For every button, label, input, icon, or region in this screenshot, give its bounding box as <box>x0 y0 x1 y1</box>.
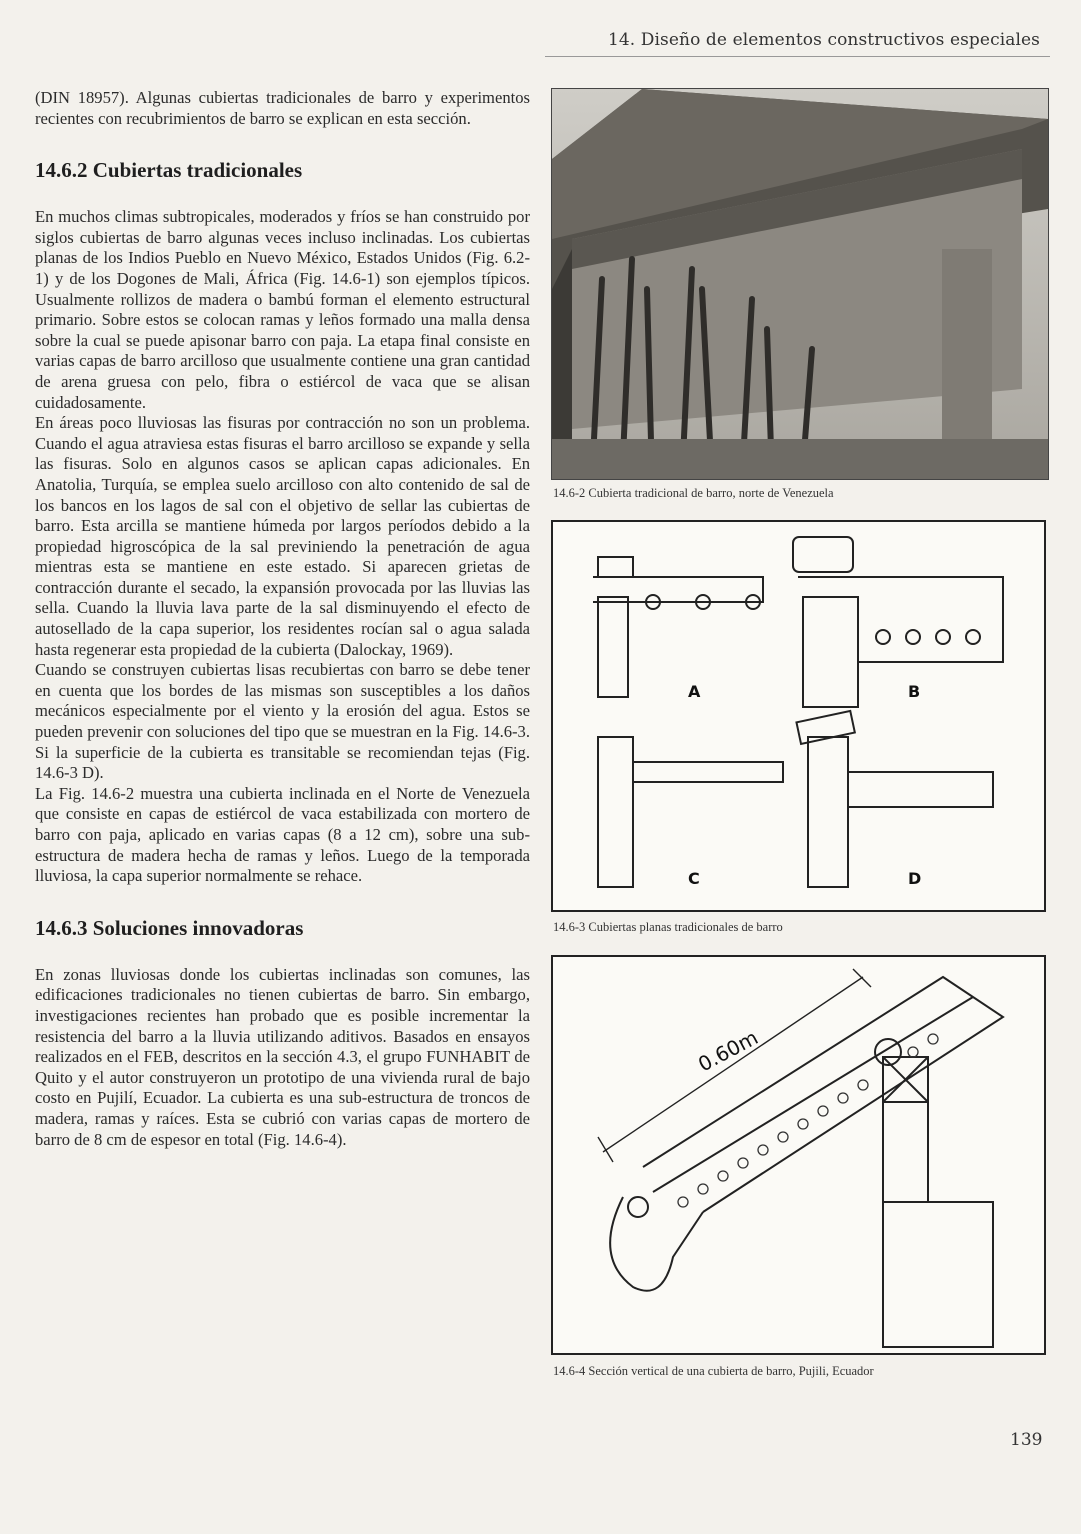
figure-caption: 14.6-3 Cubiertas planas tradicionales de barro <box>553 920 783 934</box>
dimension-label: 0.60m <box>694 1025 762 1077</box>
paragraph: La Fig. 14.6-2 muestra una cubierta inclinada en el Norte de Venezuela que consiste en capas de estiércol de vaca estabilizada con mortero de barro con paja, aplicado en varias capas (8 a 12 cm), sobre una sub-estructura de madera hecha de ramas y leños. Luego de la temporada lluviosa, la capa superior normalmente se rehace. <box>35 783 530 886</box>
diagram-section <box>551 955 1046 1355</box>
paragraph: En muchos climas subtropicales, moderados y fríos se han construido por siglos cubiertas de barro algunas veces incluso inclinadas. Los cubiertas planas de los Indios Pueblo en Nuevo México, Estados Unidos (Fig. 6.2-1) y de los Dogones de Mali, África (Fig. 14.6-1) son ejemplos típicos. Usualmente rollizos de madera o bambú forman el elemento estructural primario. Sobre estos se colocan ramas y leños formado una malla densa sobre la cual se puede apisonar barro con paja. La etapa final consiste en varias capas de barro arcilloso que usualmente contiene una gran cantidad de arena gruesa con pelo, fibra o estiércol de vaca que se alisan cuidadosamente. <box>35 207 530 412</box>
header-rule <box>545 56 1050 57</box>
label-d: D <box>908 869 922 888</box>
label-a: A <box>688 682 701 701</box>
label-c: C <box>688 869 700 888</box>
diagram-flat-roofs <box>551 520 1046 912</box>
section-title-innovative: 14.6.3 Soluciones innovadoras <box>35 915 304 940</box>
paragraph: En áreas poco lluviosas las fisuras por contracción no son un problema. Cuando el agua atraviesa estas fisuras el barro arcilloso se expande y sella las fisuras. Solo en algunos casos se aplican capas adicionales. En Anatolia, Turquía, se emplea suelo arcilloso con alto contenido de sal de los bancos en los lagos de sal con el objetivo de sellar las cubiertas de barro. Esta arcilla se mantiene húmeda por largos períodos debido a la propiedad higroscópica de la sal previniendo la penetración de agua mientras esta se mantiene en este estado. Si aparecen grietas de contracción durante el secado, la expansión provocada por las lluvias las sella. Cuando la lluvia lava parte de la sal disminuyendo el efecto de autosellado de la capa superior, los residentes rocían sal o agua salada hasta regenerar esta propiedad de la cubierta (Dalockay, 1969). <box>35 413 530 659</box>
intro-paragraph: (DIN 18957). Algunas cubiertas tradicionales de barro y experimentos recientes con recubrimientos de barro se explican en esta sección. <box>35 88 530 128</box>
figure-caption: 14.6-2 Cubierta tradicional de barro, norte de Venezuela <box>553 486 834 500</box>
paragraph: Cuando se construyen cubiertas lisas recubiertas con barro se debe tener en cuenta que los bordes de las mismas son susceptibles a los daños mecánicos especialmente por el viento y la erosión del agua. Estos se pueden prevenir con soluciones del tipo que se muestran en la Fig. 14.6-3. Si la superficie de la cubierta es transitable se recomiendan tejas (Fig. 14.6-3 D). <box>35 660 530 783</box>
left-column <box>35 88 530 1150</box>
photo-traditional-roof <box>551 88 1049 480</box>
figure-caption: 14.6-4 Sección vertical de una cubierta de barro, Pujili, Ecuador <box>553 1364 874 1378</box>
running-title: 14. Diseño de elementos constructivos especiales <box>607 30 1040 50</box>
page-number: 139 <box>1010 1430 1043 1450</box>
label-b: B <box>908 682 921 701</box>
section-title-traditional: 14.6.2 Cubiertas tradicionales <box>35 158 303 183</box>
paragraph: En zonas lluviosas donde los cubiertas inclinadas son comunes, las edificaciones tradicionales no tienen cubiertas de barro. Sin embargo, investigaciones recientes han probado que es posible incrementar la resistencia del barro a la lluvia utilizando aditivos. Basados en ensayos realizados en el FEB, descritos en la sección 4.3, el grupo FUNHABIT de Quito y el autor construyeron un prototipo de una vivienda rural de bajo costo en Pujilí, Ecuador. La cubierta es una sub-estructura de troncos de madera, ramas y raíces. Esta se cubrió con varias capas de mortero de barro de 8 cm de espesor en total (Fig. 14.6-4). <box>35 964 530 1149</box>
